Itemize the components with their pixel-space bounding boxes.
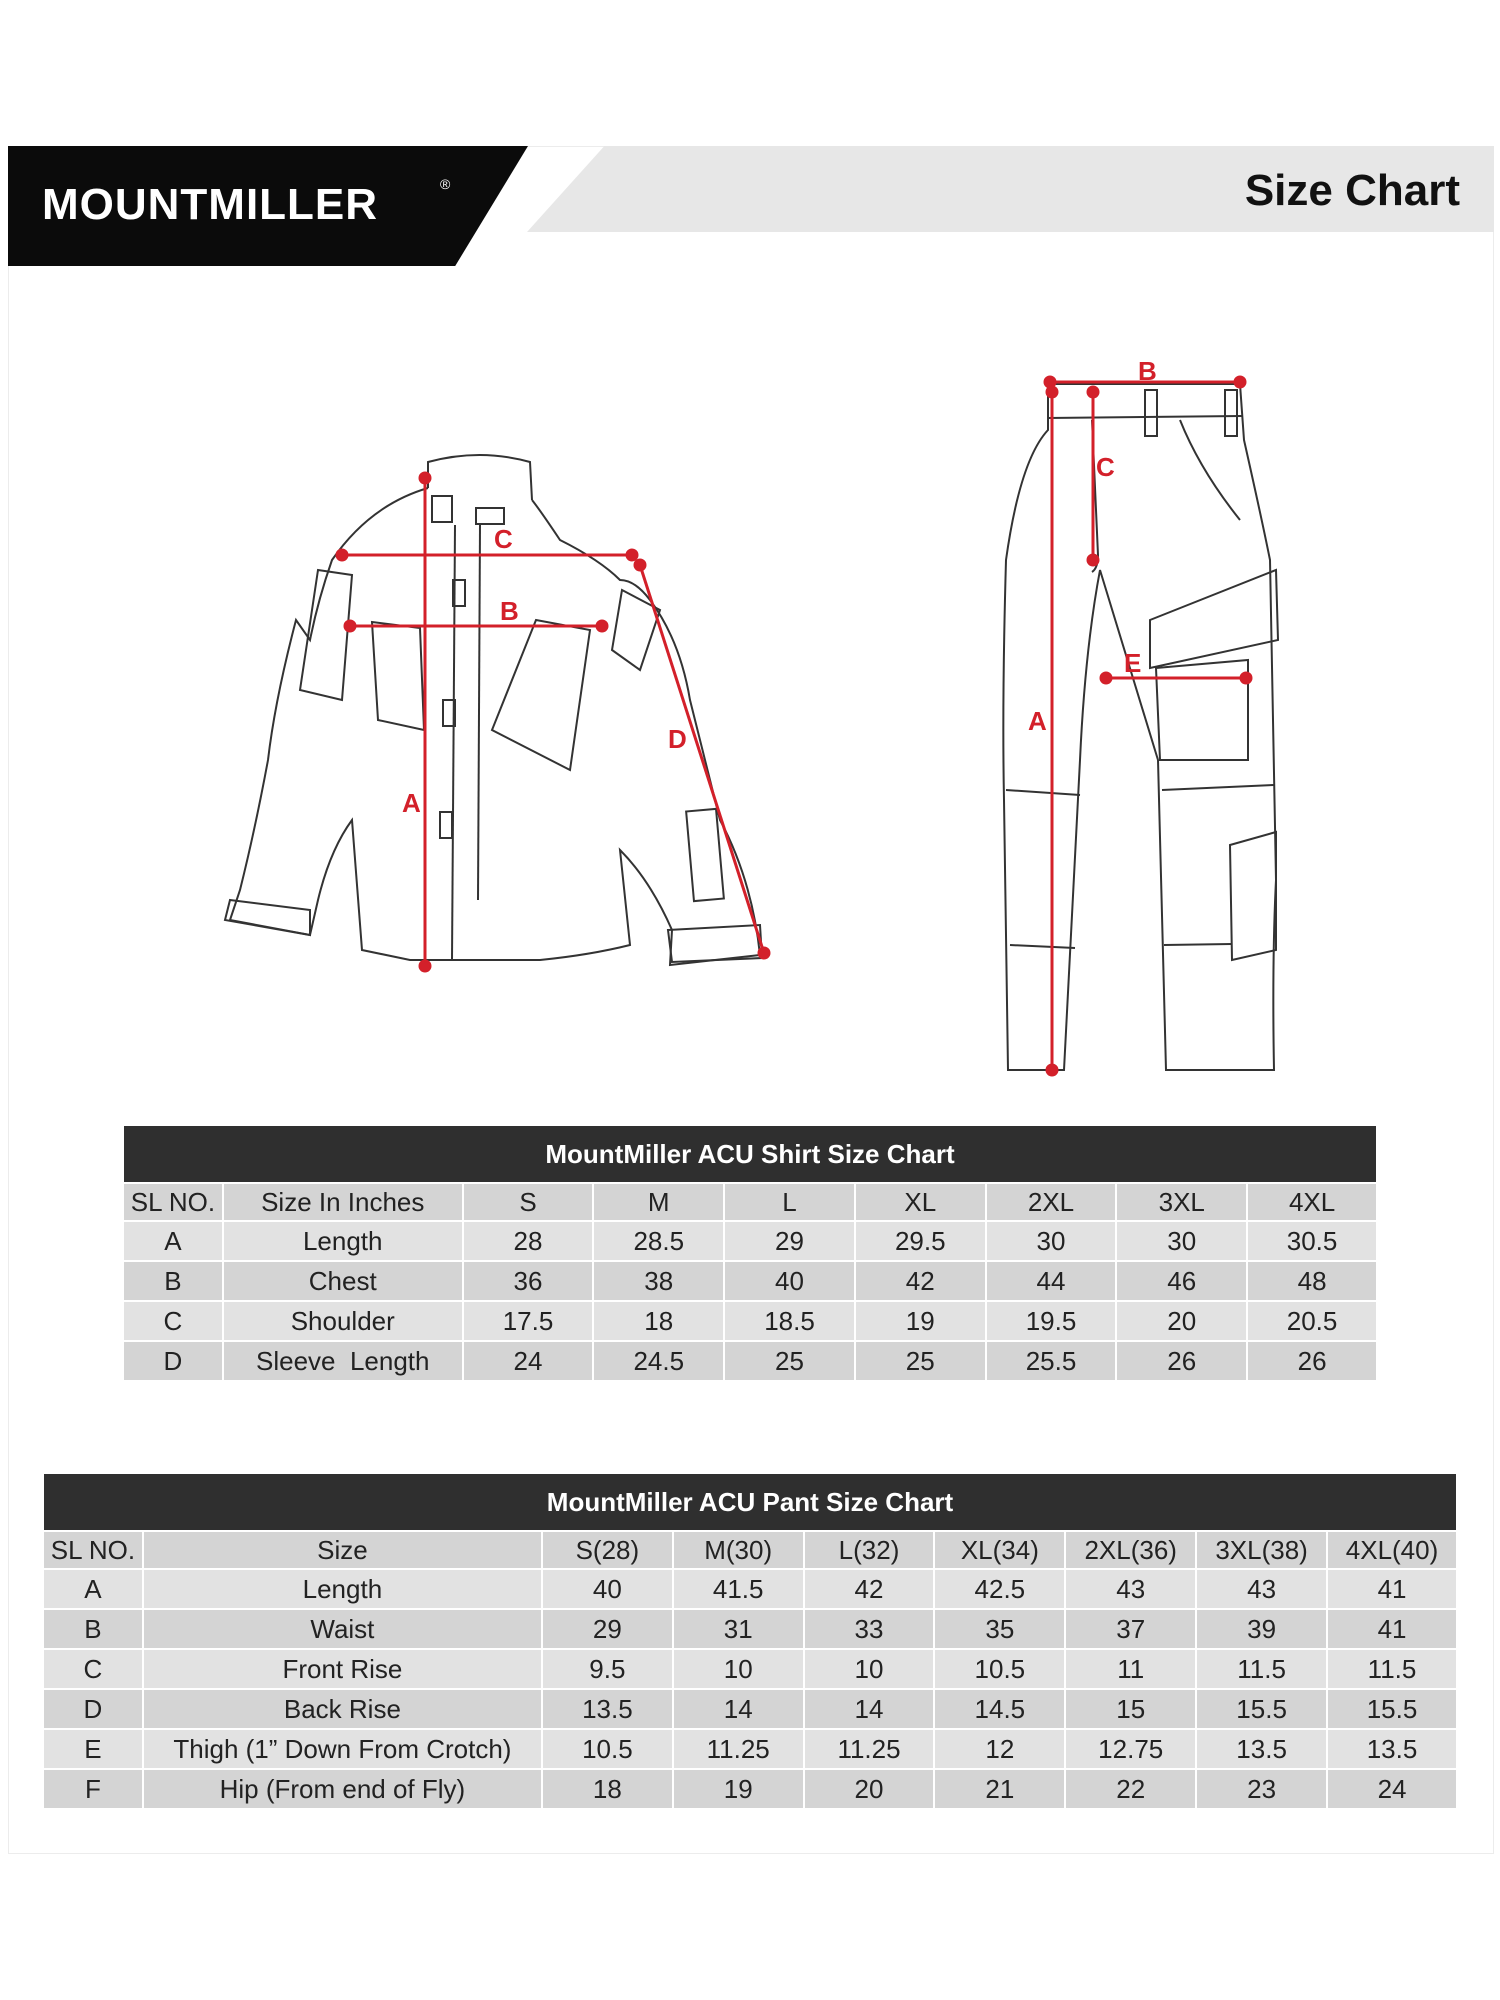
table-row bbox=[43, 1609, 1457, 1649]
table-cell: 24.5 bbox=[593, 1341, 724, 1381]
table-cell: D bbox=[123, 1341, 223, 1381]
table-cell: 42.5 bbox=[934, 1569, 1065, 1609]
table-cell: 46 bbox=[1116, 1261, 1247, 1301]
table-cell: 24 bbox=[463, 1341, 594, 1381]
table-cell: 10.5 bbox=[934, 1649, 1065, 1689]
table-cell: 13.5 bbox=[542, 1689, 673, 1729]
table-cell: 30.5 bbox=[1247, 1221, 1377, 1261]
table-cell: Length bbox=[223, 1221, 463, 1261]
table-cell: 31 bbox=[673, 1609, 804, 1649]
pant-label-b: B bbox=[1138, 356, 1157, 386]
table-cell: 38 bbox=[593, 1261, 724, 1301]
table-cell: 26 bbox=[1116, 1341, 1247, 1381]
table-cell: 30 bbox=[1116, 1221, 1247, 1261]
pant-table-header-row bbox=[43, 1531, 1457, 1569]
pant-dot bbox=[1235, 377, 1245, 387]
table-cell: D bbox=[43, 1689, 143, 1729]
pant-table-title: MountMiller ACU Pant Size Chart bbox=[43, 1473, 1457, 1531]
pant-label-e: E bbox=[1124, 648, 1142, 678]
table-cell: 13.5 bbox=[1196, 1729, 1327, 1769]
table-cell: 43 bbox=[1065, 1569, 1196, 1609]
table-cell: 40 bbox=[724, 1261, 855, 1301]
registered-mark: ® bbox=[440, 176, 451, 192]
table-cell: 22 bbox=[1065, 1769, 1196, 1809]
column-header: M bbox=[593, 1183, 724, 1221]
table-cell: 18 bbox=[542, 1769, 673, 1809]
table-cell: 41.5 bbox=[673, 1569, 804, 1609]
pant-dot bbox=[1241, 673, 1251, 683]
table-cell: 30 bbox=[986, 1221, 1117, 1261]
table-cell: 11.25 bbox=[804, 1729, 935, 1769]
column-header: L(32) bbox=[804, 1531, 935, 1569]
table-cell: 48 bbox=[1247, 1261, 1377, 1301]
table-row bbox=[123, 1261, 1377, 1301]
column-header: 2XL bbox=[986, 1183, 1117, 1221]
column-header: SL NO. bbox=[43, 1531, 143, 1569]
shirt-label-b: B bbox=[500, 596, 519, 626]
table-cell: 14.5 bbox=[934, 1689, 1065, 1729]
table-cell: 10 bbox=[673, 1649, 804, 1689]
pant-label-c: C bbox=[1096, 452, 1115, 482]
table-cell: Chest bbox=[223, 1261, 463, 1301]
table-cell: A bbox=[123, 1221, 223, 1261]
column-header: XL bbox=[855, 1183, 986, 1221]
table-cell: 12 bbox=[934, 1729, 1065, 1769]
table-cell: Hip (From end of Fly) bbox=[143, 1769, 542, 1809]
table-row bbox=[123, 1301, 1377, 1341]
table-cell: 15 bbox=[1065, 1689, 1196, 1729]
table-cell: 24 bbox=[1327, 1769, 1457, 1809]
pant-size-table bbox=[42, 1472, 1458, 1810]
table-cell: 40 bbox=[542, 1569, 673, 1609]
table-cell: Back Rise bbox=[143, 1689, 542, 1729]
table-row bbox=[43, 1649, 1457, 1689]
table-row bbox=[123, 1221, 1377, 1261]
table-cell: 11.5 bbox=[1196, 1649, 1327, 1689]
table-cell: Sleeve Length bbox=[223, 1341, 463, 1381]
table-cell: 37 bbox=[1065, 1609, 1196, 1649]
table-cell: 25 bbox=[724, 1341, 855, 1381]
column-header: M(30) bbox=[673, 1531, 804, 1569]
shirt-size-table bbox=[122, 1124, 1378, 1382]
pant-dot bbox=[1101, 673, 1111, 683]
table-cell: Front Rise bbox=[143, 1649, 542, 1689]
table-cell: E bbox=[43, 1729, 143, 1769]
pant-dot bbox=[1088, 387, 1098, 397]
column-header: Size In Inches bbox=[223, 1183, 463, 1221]
shirt-label-d: D bbox=[668, 724, 687, 754]
table-cell: 42 bbox=[855, 1261, 986, 1301]
table-cell: 36 bbox=[463, 1261, 594, 1301]
table-cell: Waist bbox=[143, 1609, 542, 1649]
table-cell: 29.5 bbox=[855, 1221, 986, 1261]
column-header: 3XL bbox=[1116, 1183, 1247, 1221]
table-row bbox=[43, 1689, 1457, 1729]
table-cell: 18 bbox=[593, 1301, 724, 1341]
table-cell: 12.75 bbox=[1065, 1729, 1196, 1769]
column-header: 4XL bbox=[1247, 1183, 1377, 1221]
table-cell: 26 bbox=[1247, 1341, 1377, 1381]
page-title: Size Chart bbox=[1244, 166, 1460, 215]
table-cell: 21 bbox=[934, 1769, 1065, 1809]
table-cell: 41 bbox=[1327, 1609, 1457, 1649]
table-cell: Thigh (1” Down From Crotch) bbox=[143, 1729, 542, 1769]
table-cell: 10.5 bbox=[542, 1729, 673, 1769]
table-cell: 15.5 bbox=[1327, 1689, 1457, 1729]
table-cell: 29 bbox=[542, 1609, 673, 1649]
shirt-label-c: C bbox=[494, 524, 513, 554]
pant-dot bbox=[1047, 387, 1057, 397]
table-cell: 13.5 bbox=[1327, 1729, 1457, 1769]
table-cell: 43 bbox=[1196, 1569, 1327, 1609]
pant-dot bbox=[1088, 555, 1098, 565]
column-header: L bbox=[724, 1183, 855, 1221]
table-cell: B bbox=[43, 1609, 143, 1649]
column-header: 2XL(36) bbox=[1065, 1531, 1196, 1569]
table-cell: 20.5 bbox=[1247, 1301, 1377, 1341]
table-cell: A bbox=[43, 1569, 143, 1609]
table-cell: C bbox=[43, 1649, 143, 1689]
pant-label-a: A bbox=[1028, 706, 1047, 736]
table-cell: 39 bbox=[1196, 1609, 1327, 1649]
table-cell: 14 bbox=[804, 1689, 935, 1729]
table-cell: B bbox=[123, 1261, 223, 1301]
table-cell: 19.5 bbox=[986, 1301, 1117, 1341]
table-cell: 28.5 bbox=[593, 1221, 724, 1261]
table-cell: 14 bbox=[673, 1689, 804, 1729]
shirt-table-header-row bbox=[123, 1183, 1377, 1221]
table-cell: Shoulder bbox=[223, 1301, 463, 1341]
column-header: 4XL(40) bbox=[1327, 1531, 1457, 1569]
shirt-label-a: A bbox=[402, 788, 421, 818]
table-row bbox=[43, 1569, 1457, 1609]
table-cell: 15.5 bbox=[1196, 1689, 1327, 1729]
shirt-table-title: MountMiller ACU Shirt Size Chart bbox=[123, 1125, 1377, 1183]
table-cell: 10 bbox=[804, 1649, 935, 1689]
column-header: XL(34) bbox=[934, 1531, 1065, 1569]
column-header: 3XL(38) bbox=[1196, 1531, 1327, 1569]
column-header: S(28) bbox=[542, 1531, 673, 1569]
brand-logo: MOUNTMILLER bbox=[42, 180, 379, 229]
table-cell: 28 bbox=[463, 1221, 594, 1261]
table-cell: 44 bbox=[986, 1261, 1117, 1301]
table-cell: 19 bbox=[855, 1301, 986, 1341]
table-cell: 20 bbox=[1116, 1301, 1247, 1341]
table-cell: F bbox=[43, 1769, 143, 1809]
table-cell: 11 bbox=[1065, 1649, 1196, 1689]
table-cell: Length bbox=[143, 1569, 542, 1609]
table-cell: 33 bbox=[804, 1609, 935, 1649]
table-cell: 35 bbox=[934, 1609, 1065, 1649]
table-cell: 9.5 bbox=[542, 1649, 673, 1689]
table-cell: 41 bbox=[1327, 1569, 1457, 1609]
column-header: S bbox=[463, 1183, 594, 1221]
column-header: SL NO. bbox=[123, 1183, 223, 1221]
table-cell: 20 bbox=[804, 1769, 935, 1809]
table-cell: 19 bbox=[673, 1769, 804, 1809]
pant-dot bbox=[1045, 377, 1055, 387]
table-cell: 23 bbox=[1196, 1769, 1327, 1809]
table-cell: 25 bbox=[855, 1341, 986, 1381]
pant-dot bbox=[1047, 1065, 1057, 1075]
table-cell: 17.5 bbox=[463, 1301, 594, 1341]
table-row bbox=[43, 1729, 1457, 1769]
table-cell: C bbox=[123, 1301, 223, 1341]
table-cell: 18.5 bbox=[724, 1301, 855, 1341]
table-row bbox=[43, 1769, 1457, 1809]
table-cell: 11.25 bbox=[673, 1729, 804, 1769]
table-row bbox=[123, 1341, 1377, 1381]
table-cell: 11.5 bbox=[1327, 1649, 1457, 1689]
table-cell: 29 bbox=[724, 1221, 855, 1261]
column-header: Size bbox=[143, 1531, 542, 1569]
table-cell: 25.5 bbox=[986, 1341, 1117, 1381]
table-cell: 42 bbox=[804, 1569, 935, 1609]
